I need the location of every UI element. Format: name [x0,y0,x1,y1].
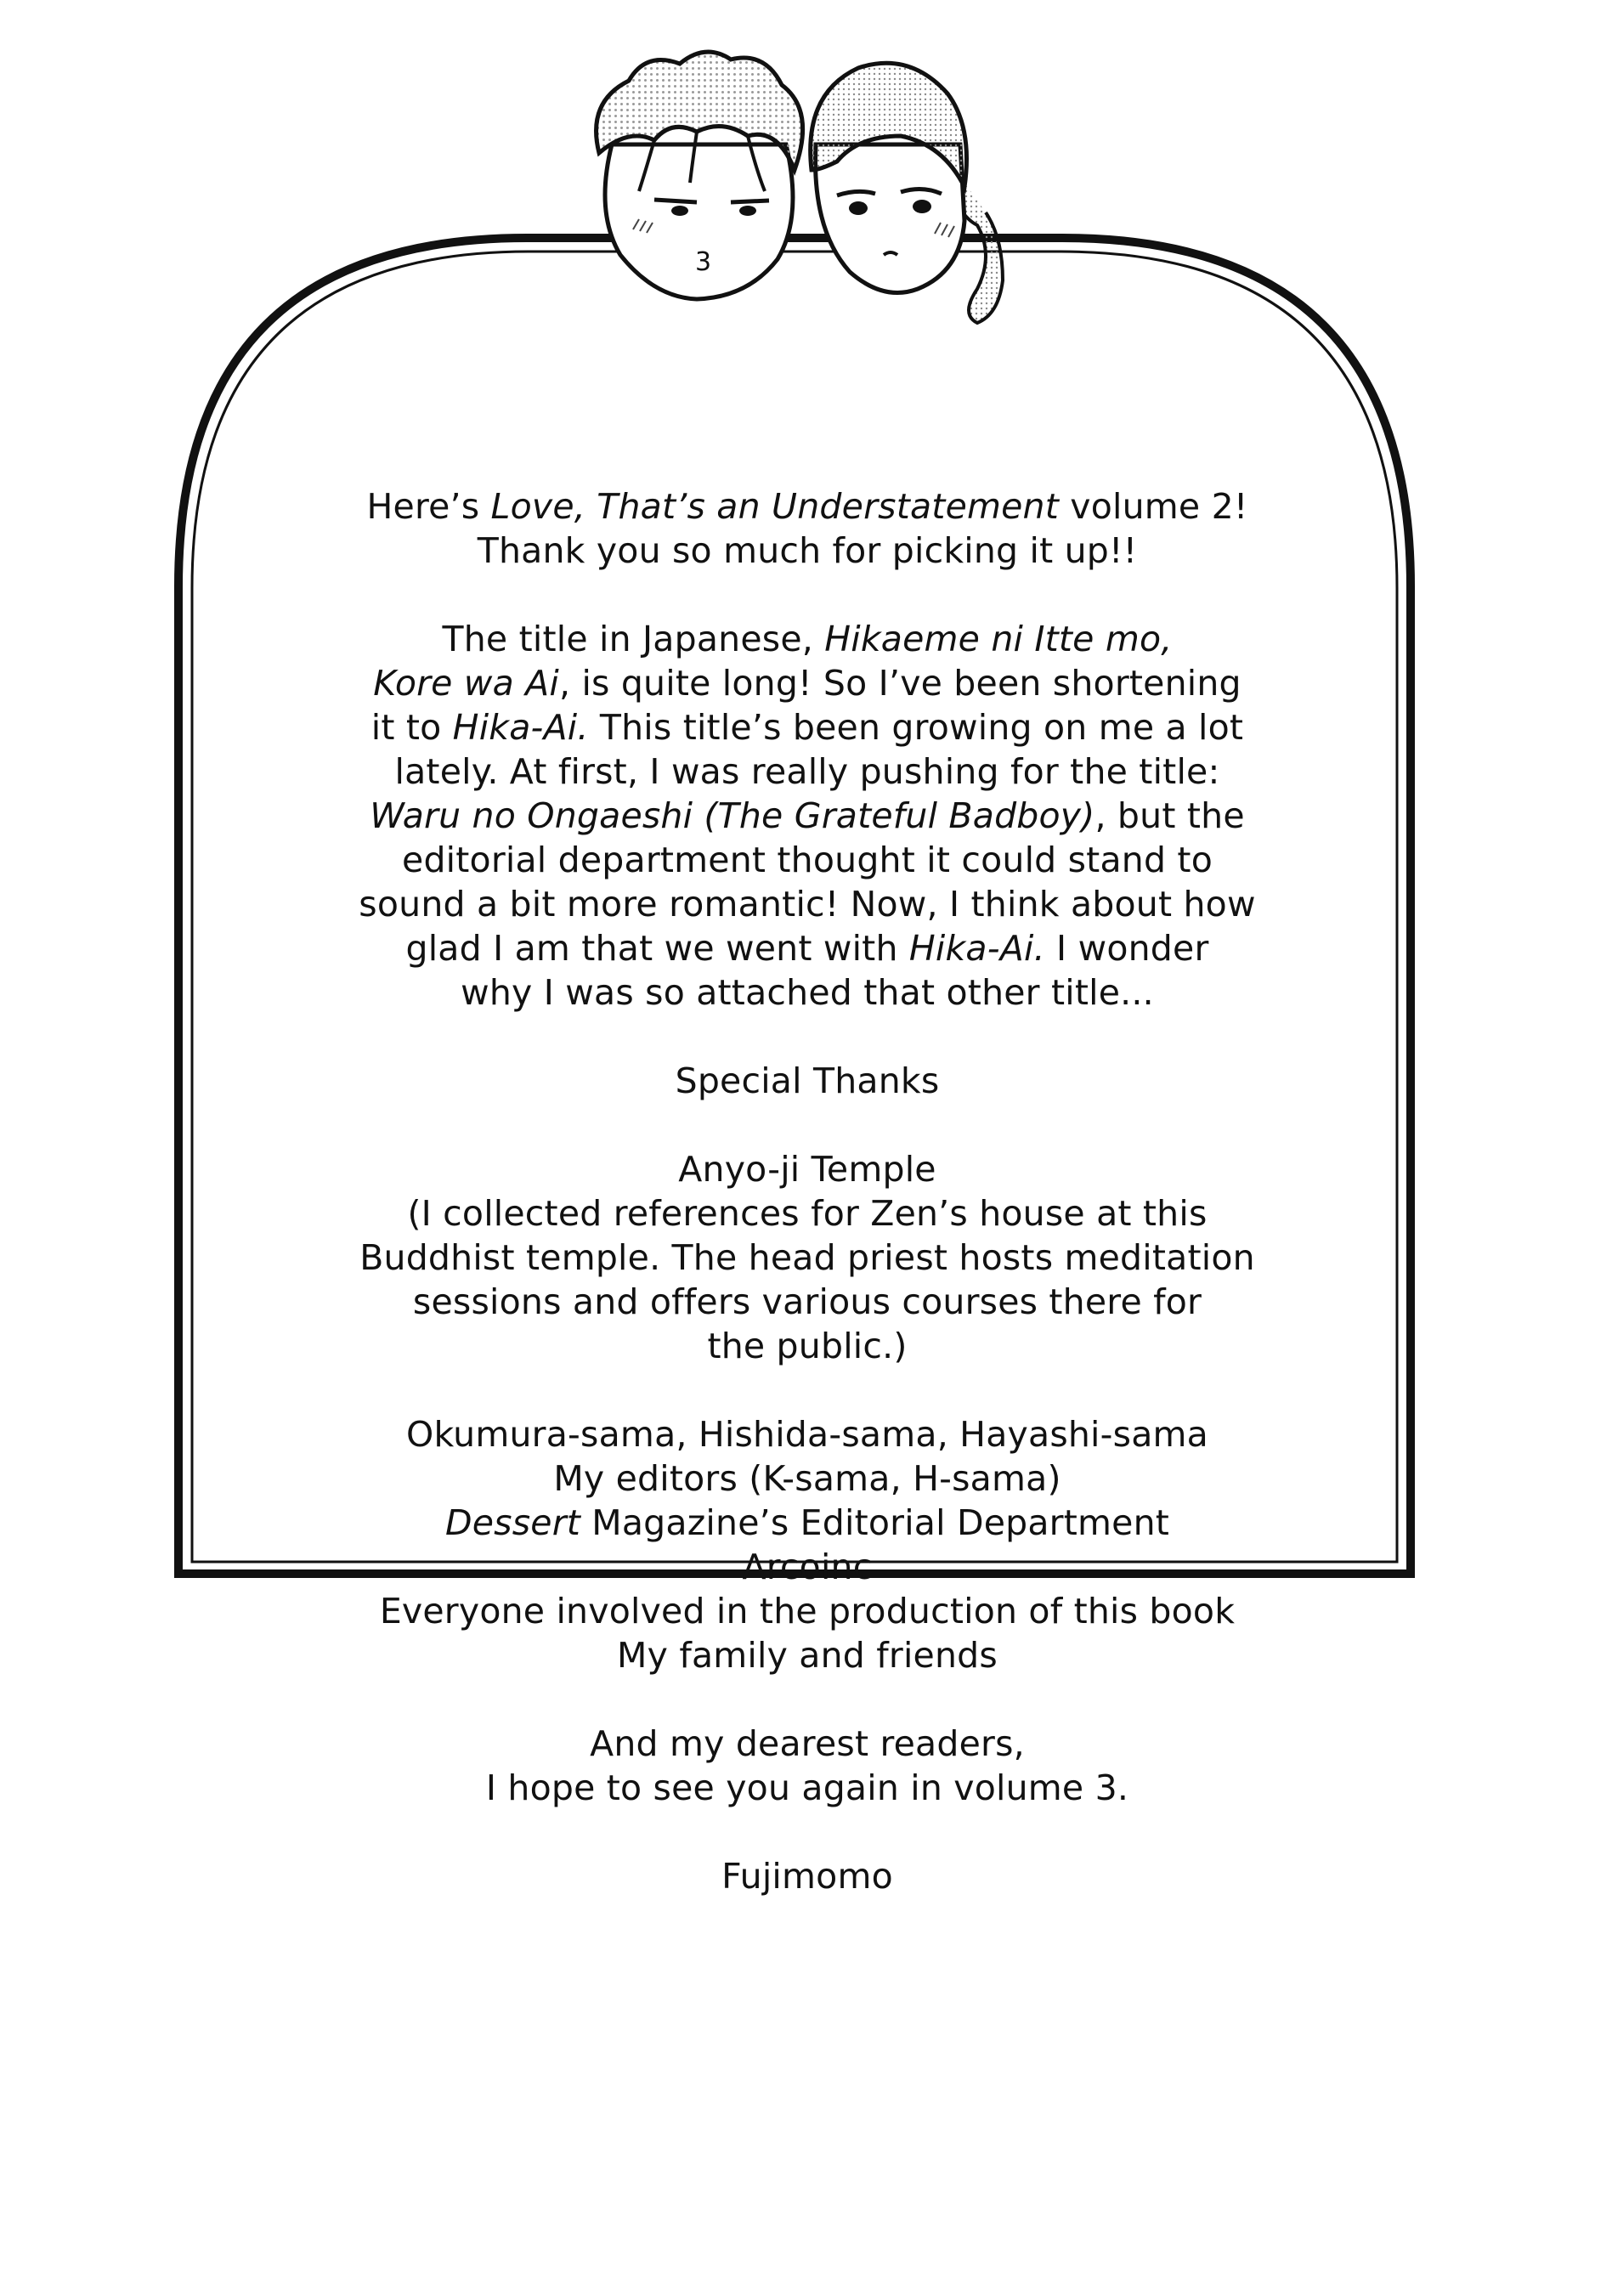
credits-line-5: Everyone involved in the production of this book [379,1591,1236,1632]
title-note-line-3 [357,705,1258,749]
title-note-line-6: editorial department thought it could stand to [402,840,1213,880]
note-text: , but the [1094,795,1245,836]
title-note-line-1 [357,617,1258,661]
temple-line-1: (I collected references for Zen’s house at this [407,1193,1208,1234]
intro-text: volume 2! [1059,486,1248,527]
note-text: , is quite long! So I’ve been shortening [558,663,1242,704]
title-note-line-8 [357,926,1258,970]
boy-mouth-glyph: 3 [695,247,712,277]
intro-paragraph [357,484,1258,573]
japanese-title: Kore wa Ai [373,663,559,704]
special-thanks-label: Special Thanks [675,1060,940,1101]
temple-line-3: sessions and offers various courses there for [412,1281,1202,1322]
intro-line-1 [357,484,1258,529]
note-text: The title in Japanese, [442,619,825,659]
title-note-line-2 [357,661,1258,705]
note-text: glad I am that we went with [405,928,909,969]
temple-line-2: Buddhist temple. The head priest hosts meditation [359,1237,1255,1278]
closing-paragraph [357,1722,1258,1810]
title-note-line-9: why I was so attached that other title... [461,972,1154,1013]
intro-text: Here’s [366,486,491,527]
note-text: I wonder [1044,928,1209,969]
magazine-title: Dessert [444,1502,581,1543]
original-title: Waru no Ongaeshi (The Grateful Badboy) [370,795,1095,836]
note-text: it to [370,707,453,748]
temple-name: Anyo-ji Temple [678,1149,936,1190]
credits-text: Magazine’s Editorial Department [580,1502,1170,1543]
closing-line-2: I hope to see you again in volume 3. [485,1767,1129,1808]
credits-line-3 [357,1501,1258,1545]
intro-line-2: Thank you so much for picking it up!! [477,530,1138,571]
title-note-line-4: lately. At first, I was really pushing for the title: [394,751,1220,792]
credits-line-2: My editors (K-sama, H-sama) [553,1458,1061,1499]
closing-line-1: And my dearest readers, [590,1723,1025,1764]
author-signature: Fujimomo [721,1856,893,1897]
credits-line-1: Okumura-sama, Hishida-sama, Hayashi-sama [406,1414,1208,1455]
japanese-title: Hikaeme ni Itte mo, [824,619,1173,659]
short-title: Hika-Ai. [452,707,589,748]
afterword-text [357,484,1258,1898]
special-thanks-heading [357,1059,1258,1103]
temple-line-4: the public.) [707,1326,908,1366]
title-note-paragraph [357,617,1258,1015]
title-note-line-7: sound a bit more romantic! Now, I think about how [359,884,1256,925]
credits-paragraph [357,1412,1258,1677]
title-note-line-5 [357,794,1258,838]
credits-line-4: Arcoinc [742,1547,873,1587]
temple-paragraph [357,1147,1258,1368]
note-text: This title’s been growing on me a lot [588,707,1244,748]
book-title: Love, That’s an Understatement [490,486,1060,527]
credits-line-6: My family and friends [617,1635,998,1676]
girl-head-illustration [811,63,1003,323]
boy-head-illustration [597,52,803,299]
signature [357,1854,1258,1898]
short-title: Hika-Ai. [908,928,1045,969]
